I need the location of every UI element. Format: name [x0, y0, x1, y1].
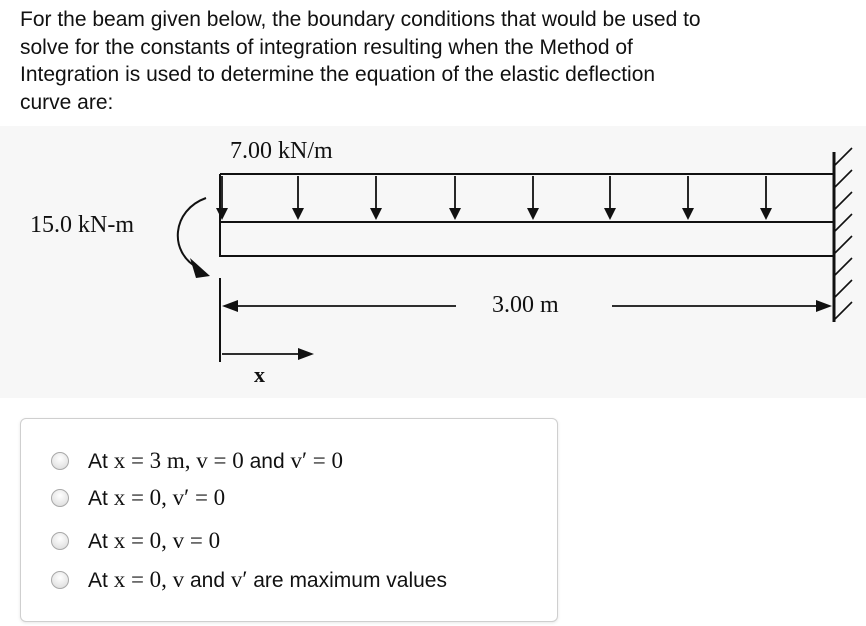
question-line-2: solve for the constants of integration resulting when the Method of [20, 35, 633, 59]
option-math: x = 3 m, v = 0 [113, 448, 244, 473]
option-math: x = 0, v [113, 567, 185, 592]
option-math: x = 0, v = 0 [113, 528, 221, 553]
radio-button[interactable] [51, 489, 69, 507]
option-prefix: At [88, 530, 114, 553]
beam-diagram [0, 126, 866, 398]
question-line-1: For the beam given below, the boundary conditions that would be used to [20, 8, 701, 31]
option-3-text [88, 528, 220, 554]
moment-arrow-icon [190, 258, 210, 278]
distributed-load-label: 7.00 kN/m [230, 138, 333, 164]
option-prefix: At [88, 487, 114, 510]
wall-hatch-icon [834, 148, 852, 320]
answer-options [20, 418, 558, 622]
moment-arc [178, 198, 206, 268]
option-math: v′ [230, 567, 248, 592]
load-arrows [216, 176, 772, 220]
option-mid: and [243, 450, 291, 473]
load-arrow-icon [292, 208, 304, 220]
option-2-text [88, 485, 225, 511]
option-4-text [88, 567, 447, 593]
moment-label: 15.0 kN-m [30, 212, 134, 238]
option-math: v′ = 0 [290, 448, 344, 473]
option-1-text [88, 448, 343, 474]
load-arrow-icon [527, 208, 539, 220]
load-arrow-icon [449, 208, 461, 220]
option-math: x = 0, v′ = 0 [113, 485, 226, 510]
dimension-arrow-left-icon [222, 300, 238, 312]
question-text [20, 6, 850, 116]
load-arrow-icon [370, 208, 382, 220]
radio-button[interactable] [51, 452, 69, 470]
x-axis-arrow-icon [298, 348, 314, 360]
load-arrow-icon [682, 208, 694, 220]
option-2[interactable] [51, 482, 225, 514]
option-4[interactable] [51, 564, 447, 596]
length-label: 3.00 m [492, 292, 559, 318]
radio-button[interactable] [51, 532, 69, 550]
load-arrow-icon [604, 208, 616, 220]
option-3[interactable] [51, 525, 220, 557]
load-arrow-icon [216, 208, 228, 220]
load-arrow-icon [760, 208, 772, 220]
dimension-arrow-right-icon [816, 300, 832, 312]
option-mid: and [184, 569, 231, 592]
x-axis-label: x [254, 362, 265, 387]
beam-figure [0, 126, 866, 398]
option-prefix: At [88, 450, 114, 473]
radio-button[interactable] [51, 571, 69, 589]
option-suffix: are maximum values [247, 569, 447, 592]
question-line-4: curve are: [20, 90, 114, 114]
question-line-3: Integration is used to determine the equation of the elastic deflection [20, 63, 656, 86]
option-prefix: At [88, 569, 114, 592]
beam [220, 222, 834, 256]
option-1[interactable] [51, 445, 343, 477]
